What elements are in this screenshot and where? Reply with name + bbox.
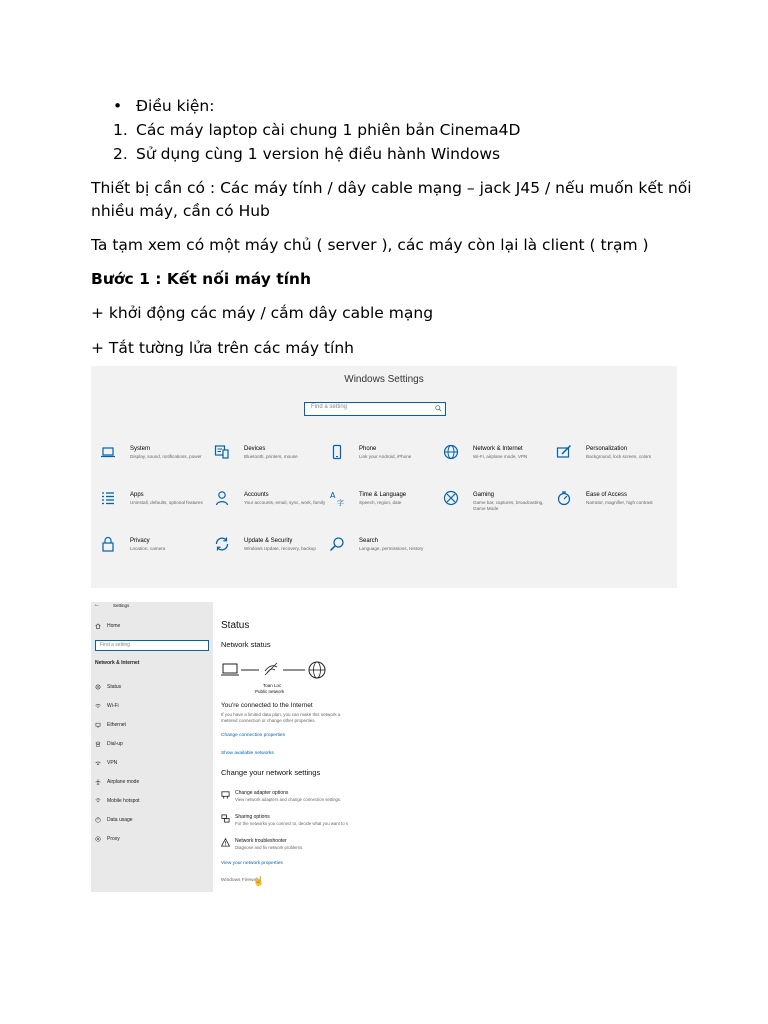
tile-gaming[interactable]: [443, 490, 553, 524]
tile-devices[interactable]: [214, 444, 324, 478]
section-label: Network & Internet: [95, 660, 140, 666]
network-name: Toan Loc: [263, 683, 282, 688]
pc-icon: [221, 664, 239, 675]
tile-name: Privacy: [130, 538, 150, 544]
sidebar-item-dialup[interactable]: Dial-up: [107, 741, 123, 747]
tile-name: Search: [359, 538, 379, 544]
svg-text:字: 字: [337, 499, 344, 506]
ease-of-access-icon: [556, 490, 572, 506]
tile-desc: Windows Update, recovery, backup: [244, 546, 316, 551]
hotspot-icon: [95, 798, 101, 804]
tile-desc: Language, permissions, History: [359, 546, 424, 551]
tile-name: Update & Security: [244, 538, 293, 544]
tile-name: Phone: [359, 446, 377, 452]
option-title: Change adapter options: [235, 790, 289, 796]
window-title: Settings: [113, 603, 130, 608]
tile-accounts[interactable]: [214, 490, 324, 524]
bullet-item: Điều kiện:: [136, 97, 215, 115]
tile-privacy[interactable]: [100, 536, 210, 570]
tile-network[interactable]: [443, 444, 553, 478]
connected-desc-cont: metered connection or change other properties.: [221, 718, 316, 723]
view-properties-link[interactable]: View your network properties: [221, 861, 283, 866]
paint-icon: [556, 444, 572, 460]
settings-title: Windows Settings: [344, 374, 424, 385]
dialup-icon: [95, 741, 101, 747]
step1-item: + khởi động các máy / cắm dây cable mạng: [91, 304, 434, 322]
xbox-icon: [443, 490, 459, 506]
sidebar-item-airplane[interactable]: Airplane mode: [107, 779, 140, 785]
tile-desc: Speech, region, date: [359, 500, 402, 505]
show-networks-link[interactable]: Show available networks: [221, 751, 274, 756]
tile-search[interactable]: [329, 536, 439, 570]
connected-desc: If you have a limited data plan, you can make this network a: [221, 712, 341, 717]
tile-desc: Narrator, magnifier, high contrast: [586, 500, 653, 505]
network-status-heading: Network status: [221, 640, 271, 649]
search-icon: [329, 536, 345, 552]
devices-icon: [214, 444, 230, 460]
tile-desc: Background, lock screen, colors: [586, 454, 652, 459]
tile-name: Gaming: [473, 492, 495, 498]
tile-ease-of-access[interactable]: [556, 490, 666, 524]
network-diagram: [221, 660, 341, 684]
equipment-paragraph-cont: nhiều máy, cần có Hub: [91, 202, 270, 220]
svg-text:A: A: [330, 491, 336, 500]
vpn-icon: [95, 760, 101, 766]
search-placeholder: Find a setting: [100, 642, 131, 648]
connected-text: You're connected to the Internet: [221, 702, 313, 709]
sidebar-search-input[interactable]: [95, 640, 209, 651]
numbered-item: Các máy laptop cài chung 1 phiên bản Cinema4D: [136, 121, 521, 139]
phone-icon: [329, 444, 345, 460]
sidebar-item-proxy[interactable]: Proxy: [107, 836, 120, 842]
change-connection-link[interactable]: Change connection properties: [221, 733, 286, 738]
data-usage-icon: [95, 817, 101, 823]
tile-name: Ease of Access: [586, 492, 628, 498]
option-desc: View network adapters and change connection settings.: [235, 797, 342, 802]
tile-desc: Location, camera: [130, 546, 166, 551]
equipment-paragraph: Thiết bị cần có : Các máy tính / dây cable mạng – jack J45 / nếu muốn kết nối: [91, 179, 692, 197]
tile-name: System: [130, 446, 151, 452]
option-title: Sharing options: [235, 814, 270, 820]
step1-item: + Tắt tường lửa trên các máy tính: [91, 339, 355, 357]
lock-icon: [100, 536, 116, 552]
apps-list-icon: [100, 490, 116, 506]
person-icon: [214, 490, 230, 506]
globe-icon: [309, 662, 325, 678]
sidebar-item-ethernet[interactable]: Ethernet: [107, 722, 126, 728]
tile-desc: Uninstall, defaults, optional features: [130, 500, 203, 505]
tile-phone[interactable]: [329, 444, 439, 478]
search-icon: [435, 405, 442, 412]
tile-desc: Bluetooth, printers, mouse: [244, 454, 298, 459]
wifi-icon: [95, 703, 101, 709]
sharing-icon: [221, 814, 230, 823]
back-arrow-icon[interactable]: ←: [94, 602, 100, 608]
status-icon: [95, 684, 101, 690]
status-main-panel: [213, 602, 368, 892]
cursor-hand-icon: ☝: [253, 876, 265, 886]
network-status-screenshot: [91, 602, 368, 892]
bullet-marker: •: [113, 97, 123, 115]
laptop-icon: [100, 444, 116, 460]
tile-time-language[interactable]: [329, 490, 439, 524]
sidebar-item-vpn[interactable]: VPN: [107, 760, 118, 766]
network-type: Public network: [255, 689, 285, 694]
tile-desc: Your accounts, email, sync, work, family: [244, 500, 326, 505]
number-marker-2: 2.: [113, 145, 128, 163]
airplane-icon: [95, 779, 101, 785]
sidebar-item-wifi[interactable]: Wi-Fi: [107, 703, 119, 709]
tile-desc: Link your Android, iPhone: [359, 454, 412, 459]
option-title: Network troubleshooter: [235, 838, 287, 844]
tile-name: Devices: [244, 446, 266, 452]
tile-name: Apps: [130, 492, 144, 498]
sidebar-item-status[interactable]: Status: [107, 684, 122, 690]
tile-system[interactable]: [100, 444, 210, 478]
home-icon: [95, 623, 101, 629]
tile-desc: Display, sound, notifications, power: [130, 454, 202, 459]
ethernet-icon: [95, 722, 101, 728]
search-placeholder: Find a setting: [311, 404, 348, 410]
tile-personalization[interactable]: [556, 444, 666, 478]
sync-icon: [214, 536, 230, 552]
time-language-icon: [329, 490, 345, 506]
sidebar-item-data-usage[interactable]: Data usage: [107, 817, 133, 823]
settings-search-input[interactable]: [304, 402, 446, 416]
tile-name: Network & Internet: [473, 446, 523, 452]
option-desc: Diagnose and fix network problems.: [235, 845, 304, 850]
proxy-icon: [95, 836, 101, 842]
tile-desc: Game bar, captures, broadcasting, Game Mode: [473, 500, 544, 511]
wifi-signal-icon: [265, 663, 277, 675]
number-marker-1: 1.: [113, 121, 128, 139]
numbered-item: Sử dụng cùng 1 version hệ điều hành Windows: [136, 145, 501, 163]
globe-icon: [443, 444, 459, 460]
sidebar-home[interactable]: Home: [107, 623, 121, 629]
settings-sidebar: [91, 602, 213, 892]
tile-name: Time & Language: [359, 492, 407, 498]
tile-name: Personalization: [586, 446, 628, 452]
tile-desc: Wi-Fi, airplane mode, VPN: [473, 454, 528, 459]
step1-heading: Bước 1 : Kết nối máy tính: [91, 270, 312, 288]
warning-icon: [221, 838, 230, 847]
adapter-icon: [221, 790, 230, 799]
tile-name: Accounts: [244, 492, 269, 498]
tile-apps[interactable]: [100, 490, 210, 524]
change-settings-heading: Change your network settings: [221, 768, 321, 777]
sidebar-item-hotspot[interactable]: Mobile hotspot: [107, 798, 140, 804]
firewall-link[interactable]: Windows Firewall: [221, 878, 259, 883]
tile-update-security[interactable]: [214, 536, 324, 570]
option-desc: For the networks you connect to, decide what you want to s: [235, 821, 348, 826]
windows-settings-screenshot: [91, 366, 677, 588]
server-note: Ta tạm xem có một máy chủ ( server ), các máy còn lại là client ( trạm ): [91, 236, 649, 254]
page-title: Status: [221, 620, 250, 631]
